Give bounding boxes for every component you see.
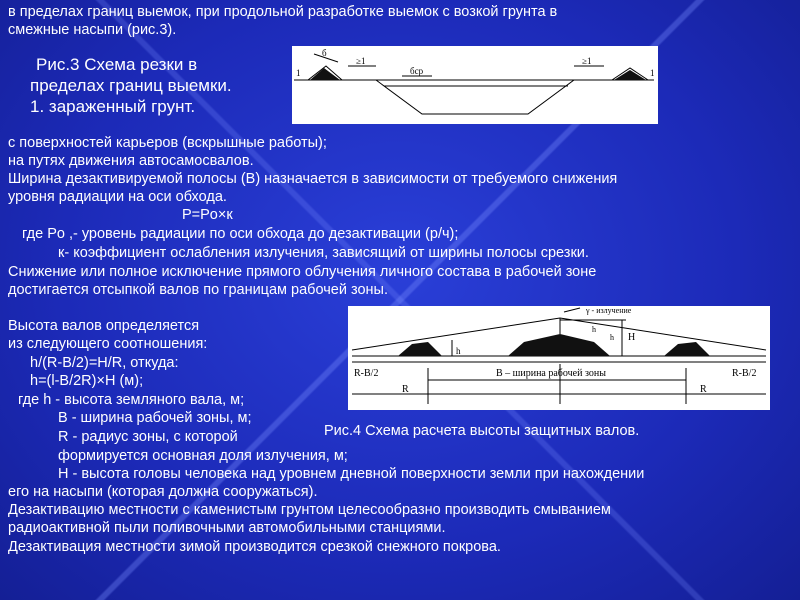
fig4-label-h-left: h (456, 346, 461, 356)
fig3-caption-line-3: 1. зараженный грунт. (30, 97, 196, 116)
body2-line-10: его на насыпи (которая должна сооружаться). (8, 484, 318, 500)
body2-line-5: где h - высота земляного вала, м; (18, 392, 245, 408)
body1-line-9: достигается отсыпкой валов по границам рабочей зоны. (8, 282, 388, 298)
body2-line-12: радиоактивной пыли поливочными автомобильными станциями. (8, 520, 446, 536)
intro-line-1: в пределах границ выемок, при продольной разработке выемок с возкой грунта в (8, 4, 558, 20)
fig4-label-rb2-right: R-B/2 (732, 368, 757, 379)
fig4-svg (348, 306, 770, 410)
body1-line-7: к- коэффициент ослабления излучения, зависящий от ширины полосы срезки. (58, 245, 589, 261)
body1-line-4: уровня радиации на оси обхода. (8, 189, 227, 205)
fig4-label-R-left: R (402, 384, 409, 395)
fig3-svg (292, 46, 658, 124)
fig3-caption-line-2: пределах границ выемки. (30, 76, 232, 95)
body2-line-7: R - радиус зоны, с которой (58, 429, 238, 445)
body2-line-9: H - высота головы человека над уровнем дневной поверхности земли при нахождении (58, 466, 645, 482)
fig4-gamma-pointer (564, 308, 580, 312)
intro-line-2: смежные насыпи (рис.3). (8, 22, 177, 38)
fig4-label-H: H (628, 332, 636, 343)
fig3-label-ge1-left: ≥1 (356, 56, 366, 66)
fig4-label-gamma: γ - излучение (586, 306, 632, 315)
body1-line-3: Ширина дезактивируемой полосы (В) назначается в зависимости от требуемого снижения (8, 171, 618, 187)
body2-line-1: Высота валов определяется (8, 318, 200, 334)
body1-line-2: на путях движения автосамосвалов. (8, 153, 254, 169)
body2-line-6: B - ширина рабочей зоны, м; (58, 410, 252, 426)
fig4-label-h-m: h (610, 333, 614, 342)
fig3-label-b: б (322, 48, 327, 58)
formula-p: P=Po×к (182, 207, 233, 223)
body2-line-8: формируется основная доля излучения, м; (58, 448, 348, 464)
body2-line-2: из следующего соотношения: (8, 336, 208, 352)
body2-line-13: Дезактивация местности зимой производится срезкой снежного покрова. (8, 539, 501, 555)
body2-formula-2: h=(l-B/2R)×H (м); (30, 373, 144, 389)
body1-line-1: с поверхностей карьеров (вскрышные работы); (8, 135, 327, 151)
body2-line-11: Дезактивацию местности с каменистым грунтом целесообразно производить смыванием (8, 502, 611, 518)
fig3-excavation (348, 80, 604, 114)
fig4-label-R-right: R (700, 384, 707, 395)
fig3-diagram (292, 46, 658, 124)
body2-formula-1: h/(R-B/2)=H/R, откуда: (30, 355, 179, 371)
fig4-label-h-small: h (592, 325, 596, 334)
fig4-mound-center (508, 334, 610, 356)
body1-line-6: где Po ,- уровень радиации по оси обхода до дезактивации (р/ч); (22, 226, 459, 242)
fig4-label-rb2-left: R-B/2 (354, 368, 379, 379)
fig4-mound-right (664, 342, 710, 356)
fig4-mound-left (398, 342, 442, 356)
fig3-label-bcp: бср (410, 66, 424, 76)
body1-line-8: Снижение или полное исключение прямого облучения личного состава в рабочей зоне (8, 264, 597, 280)
fig3-caption-line-1: Рис.3 Схема резки в (36, 55, 198, 74)
fig4-label-b-zone: B – ширина рабочей зоны (496, 368, 606, 379)
fig3-label-ge1-right: ≥1 (582, 56, 592, 66)
fig4-diagram (348, 306, 770, 410)
fig3-label-1-right: 1 (650, 68, 655, 78)
fig4-caption: Рис.4 Схема расчета высоты защитных валов. (324, 423, 640, 439)
fig3-label-1-left: 1 (296, 68, 301, 78)
